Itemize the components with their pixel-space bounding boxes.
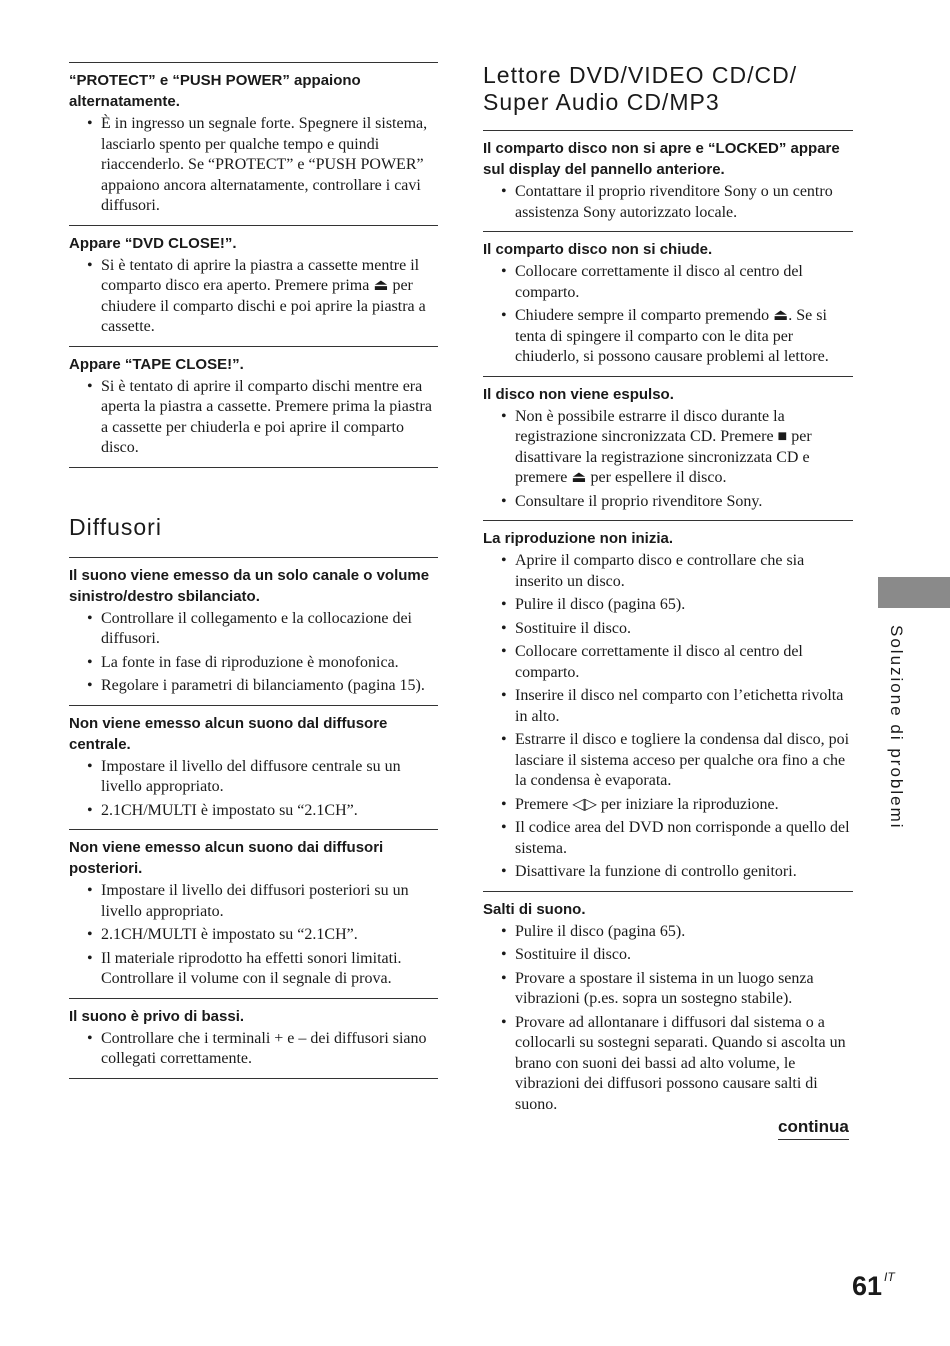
list-item: • 2.1CH/MULTI è impostato su “2.1CH”. [101,925,438,946]
section-tab-marker [878,577,950,608]
topic-heading: “PROTECT” e “PUSH POWER” appaiono alternatamente. [69,72,361,110]
topic-items [483,262,853,368]
list-item: • Provare ad allontanare i diffusori dal sistema o a collocarli su sostegni separati. Quando si ascolta un brano con suoni dei bassi ad alto volume, le vibrazioni dei diffusori possono causare salti di suono. [515,1013,853,1116]
page-number-value: 61 [852,1271,883,1301]
page-number [852,1270,895,1302]
topic [69,998,438,1079]
topic-items [69,256,438,338]
list-item: • Controllare il collegamento e la collocazione dei diffusori. [101,609,438,650]
topic-heading: Non viene emesso alcun suono dal diffusore centrale. [69,714,388,753]
list-item: • Chiudere sempre il comparto premendo ⏏. Se si tenta di spingere il comparto con le dita per chiuderlo, si possono causare problemi al lettore. [515,306,853,368]
topic-heading: Appare “DVD CLOSE!”. [69,234,237,252]
list-item: • La fonte in fase di riproduzione è monofonica. [101,653,438,674]
page-number-suffix: IT [884,1270,895,1284]
continua-label: continua [778,1117,849,1140]
topic [483,130,853,231]
section-title-diffusori: Diffusori [69,513,162,540]
topic-items [483,182,853,223]
list-item: • Impostare il livello dei diffusori posteriori su un livello appropriato. [101,881,438,922]
list-item: • Collocare correttamente il disco al centro del comparto. [515,642,853,683]
topic-items [483,407,853,513]
topic [483,376,853,521]
right-column [483,62,853,1123]
list-item: • 2.1CH/MULTI è impostato su “2.1CH”. [101,801,438,822]
side-label-text: Soluzione di problemi [887,625,906,830]
topic [483,520,853,891]
list-item: • Controllare che i terminali + e – dei diffusori siano collegati correttamente. [101,1029,438,1070]
topic-items [69,881,438,990]
topic-heading: Il comparto disco non si chiude. [483,241,713,258]
left-top-topics [69,62,438,468]
list-item: • Provare a spostare il sistema in un luogo senza vibrazioni (p.es. sopra un sostegno stabile). [515,969,853,1010]
topic-items [69,1029,438,1070]
list-item: • Collocare correttamente il disco al centro del comparto. [515,262,853,303]
topic-heading: Il suono è privo di bassi. [69,1007,245,1025]
list-item: • Sostituire il disco. [515,945,853,966]
list-item: • Si è tentato di aprire la piastra a cassette mentre il comparto disco era aperto. Premere prima ⏏ per chiudere il comparto dischi e poi aprire la piastra a cassette. [101,256,438,338]
side-section-label [878,625,908,845]
topic [69,557,438,705]
list-item: • Consultare il proprio rivenditore Sony. [515,492,853,513]
list-item: • È in ingresso un segnale forte. Spegnere il sistema, lasciarlo spento per qualche tempo e quindi riaccenderlo. Se “PROTECT” e “PUSH POWER” appaiono ancora alternatamente, controllare i cavi diffusori. [101,114,438,217]
topic [69,225,438,346]
topic-items [69,114,438,217]
topic-heading: Salti di suono. [483,900,586,918]
topic-heading: La riproduzione non inizia. [483,530,673,547]
diffusori-section [69,514,438,1079]
topic [483,231,853,376]
left-column [69,62,438,1079]
topic-items [69,609,438,697]
list-item: • Sostituire il disco. [515,619,853,640]
list-item: • Contattare il proprio rivenditore Sony o un centro assistenza Sony autorizzato locale. [515,182,853,223]
section-title-lettore: Lettore DVD/VIDEO CD/CD/ Super Audio CD/MP3 [483,62,798,115]
list-item: • Aprire il comparto disco e controllare che sia inserito un disco. [515,551,853,592]
list-item: • Regolare i parametri di bilanciamento (pagina 15). [101,676,438,697]
topic [483,891,853,1124]
topic-items [483,551,853,883]
list-item: • Non è possibile estrarre il disco durante la registrazione sincronizzata CD. Premere ■ per disattivare la registrazione sincronizzata CD e premere ⏏ per espellere il disco. [515,407,853,489]
topic-heading: Il comparto disco non si apre e “LOCKED” appare sul display del pannello anteriore. [483,140,840,178]
topic-items [69,377,438,459]
topic-items [483,922,853,1116]
topic-heading: Il suono viene emesso da un solo canale o volume sinistro/destro sbilanciato. [69,566,430,605]
list-item: • Disattivare la funzione di controllo genitori. [515,862,853,883]
topic [69,829,438,998]
list-item: • Si è tentato di aprire il comparto dischi mentre era aperta la piastra a cassette. Premere prima la piastra a cassette per chiuderla e poi aprire il comparto disco. [101,377,438,459]
topic-heading: Non viene emesso alcun suono dai diffusori posteriori. [69,839,384,877]
list-item: • Pulire il disco (pagina 65). [515,595,853,616]
topic [69,705,438,830]
list-item: • Impostare il livello del diffusore centrale su un livello appropriato. [101,757,438,798]
list-item: • Il codice area del DVD non corrisponde a quello del sistema. [515,818,853,859]
list-item: • Inserire il disco nel comparto con l’etichetta rivolta in alto. [515,686,853,727]
list-item: • Estrarre il disco e togliere la condensa dal disco, poi lasciare il sistema acceso per qualche ora fino a che la condensa è evaporata. [515,730,853,792]
topic-heading: Il disco non viene espulso. [483,385,674,403]
topic-heading: Appare “TAPE CLOSE!”. [69,355,244,373]
topic-items [69,757,438,822]
list-item: • Il materiale riprodotto ha effetti sonori limitati. Controllare il volume con il segnale di prova. [101,949,438,990]
list-item: • Premere ◁▷ per iniziare la riproduzione. [515,795,853,816]
list-item: • Pulire il disco (pagina 65). [515,922,853,943]
topic [69,346,438,468]
topic [69,62,438,225]
